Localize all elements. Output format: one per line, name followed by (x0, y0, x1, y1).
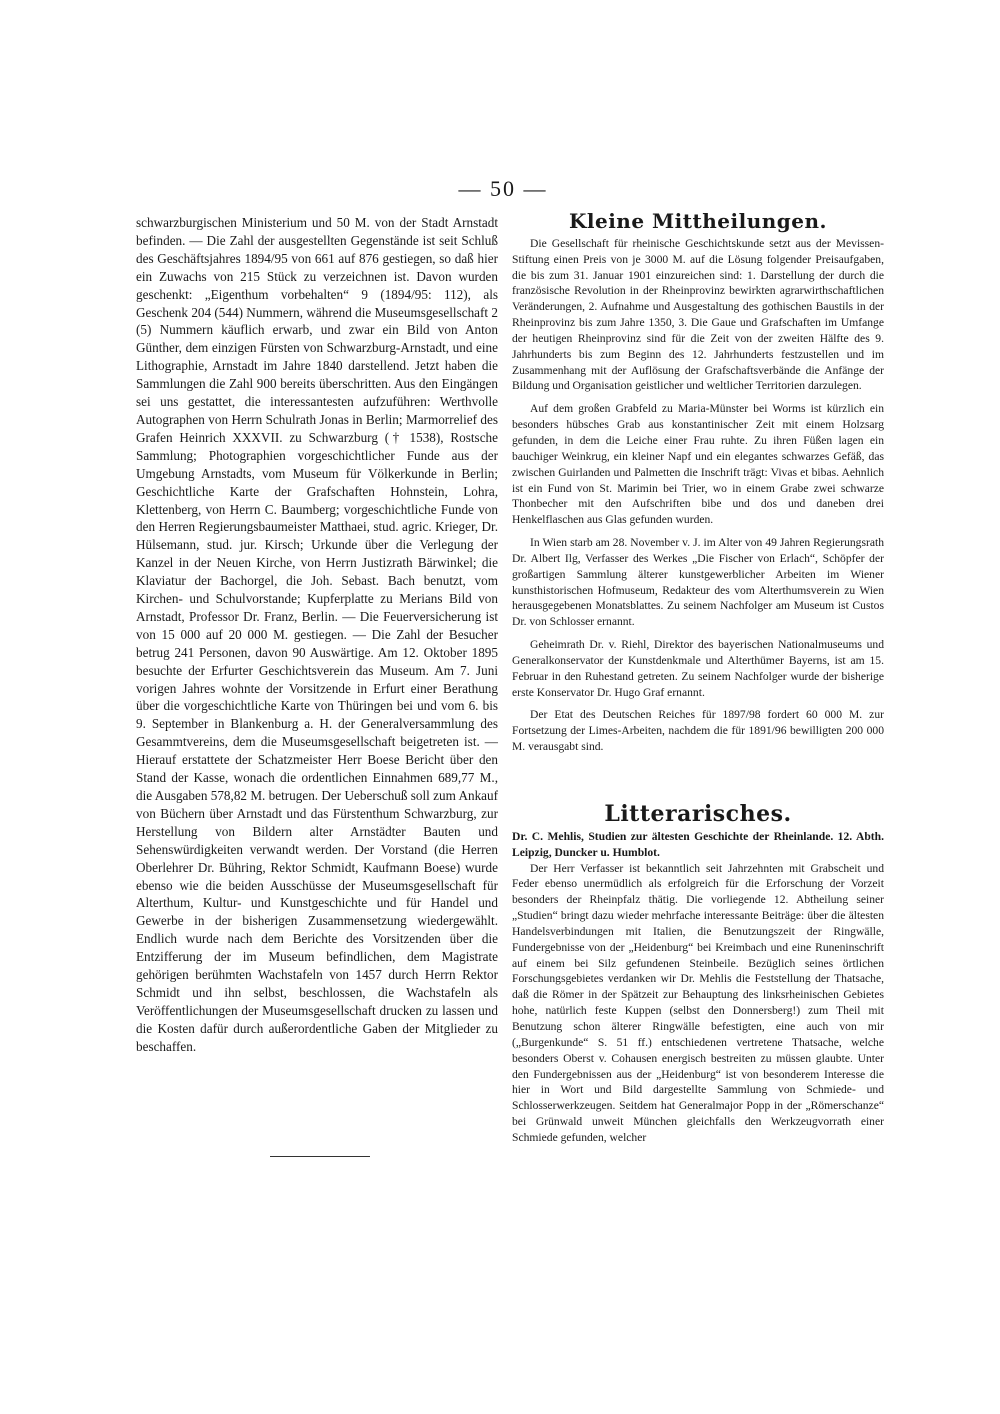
news-paragraph: Auf dem großen Grabfeld zu Maria-Münster bei Worms ist kürzlich ein besonders hübsches Grab aus konstantinischer Zeit mit einem Holzsarg gefunden, in dem die Leiche einer Frau ruhte. Zu ihren Füßen lagen ein bauchiger Weinkrug, ein kleiner Napf und ein elegantes schwarzes Gefäß, das zwischen Guirlanden und Palmetten die Inschrift trägt: Vivas et bibas. Aehnlich ist ein Fund von St. Marimin bei Trier, wo in einem Grabe zwei schwarze Thonbecher mit den Aufschriften bibe und dos und daneben drei Henkelflaschen aus Glas gefunden wurden. (512, 402, 884, 527)
page-number: — 50 — (458, 176, 548, 201)
section-title-kleine-mittheilungen: Kleine Mittheilungen. (569, 209, 827, 233)
news-paragraph: Geheimrath Dr. v. Riehl, Direktor des bayerischen Nationalmuseums und Generalkonservator der Kunstdenkmale und Alterthümer Bayerns, ist am 15. Februar in den Ruhestand getreten. Zu seinem Nachfolger wurde der bisherige erste Konservator Dr. Hugo Graf ernannt. (512, 638, 884, 699)
review-paragraph: Der Herr Verfasser ist bekanntlich seit Jahrzehnten mit Grabscheit und Feder ebenso unermüdlich als erfolgreich für die Erforschung der Vorzeit besonders der Rheinpfalz thätig. Die vorliegende 12. Abtheilung seiner „Studien“ bringt dazu wieder mehrfache interessante Beiträge: über die ältesten Handelsverbindungen mit Italien, die Benutzungszeit der Ringwälle, Fundergebnisse von der „Heidenburg“ bei Kreimbach und eine Runeninschrift auf einem bei Silz gefundenen Steinbeile. Bezüglich seines örtlichen Forschungsgebietes verdanken wir Dr. Mehlis die Feststellung der Thatsache, daß die Römer in der Spätzeit zur Behauptung des linksrheinischen Gebietes hohe, natürlich feste Kuppen (selbst den Donnersberg!) zum Theil mit Benutzung schon älterer Ringwälle befestigten, eine auch von mir („Burgenkunde“ S. 51 ff.) entschiedenen vertretene Thatsache, welche besonders Oberst v. Cohausen energisch bestreiten zu müssen glaubte. Unter den Fundergebnissen aus der „Heidenburg“ ist von besonderem Interesse die hier in Wort und Bild dargestellte Sammlung von Schmiede- und Schlosserwerkzeugen. Seitdem hat Generalmajor Popp in der „Römerschanze“ bei Grünwald unweit München gleichfalls den Werkzeugvorrath einer Schmiede gefunden, welcher (512, 861, 884, 1144)
left-paragraph: schwarzburgischen Ministerium und 50 M. von der Stadt Arnstadt befinden. — Die Zahl der ausgestellten Gegenstände ist seit Schluß des Geschäftsjahres 1894/95 von 661 auf 876 gestiegen, so daß hier ein Zuwachs von 215 Stück zu verzeichnen ist. Davon wurden geschenkt: „Eigenthum vorbehalten“ 9 (1894/95: 112), als Geschenk 204 (544) Nummern, während die Museumsgesellschaft 2 (5) Nummern käuflich erwarb, und zwar ein Bild von Anton Günther, dem einzigen Fürsten von Schwarzburg-Arnstadt, und eine Lithographie, Arnstadt im Jahre 1840 darstellend. Jetzt haben die Sammlungen die Zahl 900 bereits überschritten. Aus den Eingängen sei uns gestattet, die interessantesten aufzuführen: Werthvolle Autographen von Herrn Schulrath Jonas in Berlin; Marmorrelief des Grafen Heinrich XXXVII. zu Schwarzburg († 1538), Rostsche Sammlung; Photographien vorgeschichtlicher Funde aus der Umgebung Arnstadts, vom Museum für Völkerkunde in Berlin; Geschichtliche Karte der Grafschaften Hohnstein, Lohra, Klettenberg, von Herrn C. Baumberg; vorgeschichtliche Funde von den Herren Regierungsbaumeister Matthaei, stud. agric. Krieger, Dr. Hülsemann, stud. jur. Kirsch; Urkunde über die Verlegung der Kanzel in der Neuen Kirche, von Herrn Justizrath Bärwinkel; die Klaviatur der Bachorgel, die Joh. Sebast. Bach benutzt, vom Kirchen- und Schulvorstande; Kupferplatte zu Merians Bild von Arnstadt, Professor Dr. Franz, Berlin. — Die Feuerversicherung ist von 15 000 auf 20 000 M. gestiegen. — Die Zahl der Besucher betrug 241 Personen, davon 90 Auswärtige. Am 12. Oktober 1895 besuchte der Erfurter Geschichtsverein das Museum. Am 7. Juni vorigen Jahres wohnte der Vorsitzende in Erfurt einer Berathung über die vorgeschichtliche Karte von Thüringen bei und vom 6. bis 9. September in Blankenburg a. H. der Generalversammlung des Gesammtvereins, dem die Museumsgesellschaft beigetreten ist. — Hierauf erstattete der Schatzmeister Herr Boese Bericht über den Stand der Kasse, wonach die ordentlichen Einnahmen 689,77 M., die Ausgaben 578,82 M. betrugen. Der Ueberschuß soll zum Ankauf von Büchern über Arnstadt und das Fürstenthum Schwarzburg, zur Herstellung von Bildern alter Arnstädter Bauten und Sehenswürdigkeiten verwandt werden. Der Vorstand (die Herren Oberlehrer Dr. Bühring, Rektor Schmidt, Kaufmann Boese) wurde ebenso wie die beiden Ausschüsse der Museumsgesellschaft für Alterthum, Kultur- und Kunstgeschichte und für Handel und Gewerbe in der bisherigen Zusammensetzung wiedergewählt. Endlich wurde nach dem Berichte des Vorsitzenden über die Entzifferung der im Museum befindlichen, dem Magistrate gehörigen berühmten Wachstafeln von 1457 durch Herrn Rektor Schmidt und ihn selbst, beschlossen, die Wachstafeln als Veröffentlichungen der Museumsgesellschaft drucken zu lassen und die Kosten dafür durch außerordentliche Gaben der Mitglieder zu beschaffen. (136, 215, 498, 1054)
section-title-litterarisches: Litterarisches. (604, 801, 792, 827)
left-column (136, 214, 498, 1056)
news-paragraph: Der Etat des Deutschen Reiches für 1897/98 fordert 60 000 M. zur Fortsetzung der Limes-Arbeiten, nachdem die für 1891/96 bewilligten 200 000 M. verausgabt sind. (512, 708, 884, 754)
news-paragraph: Die Gesellschaft für rheinische Geschichtskunde setzt aus der Mevissen-Stiftung einen Preis von je 3000 M. auf die Lösung folgender Preisaufgaben, die bis zum 31. Januar 1901 einzureichen sind: 1. Darstellung der durch die französische Revolution in der Rheinprovinz bewirkten agrarwirthschaftlichen Veränderungen, 2. Aufnahme und Ausgestaltung des gothischen Baustils in der Rheinprovinz bis zum Jahre 1350, 3. Die Gaue und Grafschaften im Umfange der heutigen Rheinprovinz sind für die Zeit von der zweiten Hälfte des 9. Jahrhunderts bis zum Beginn des 12. Jahrhunderts festzustellen und im Zusammenhang mit der Auflösung der Grafschaftsverbände die Anfänge der Bildung und Organisation geistlicher und weltlicher Territorien darzulegen. (512, 236, 884, 393)
end-rule (270, 1156, 370, 1157)
right-column (512, 209, 884, 1146)
review-lead: Dr. C. Mehlis, Studien zur ältesten Geschichte der Rheinlande. 12. Abth. Leipzig, Duncker u. Humblot. (512, 829, 884, 859)
news-paragraph: In Wien starb am 28. November v. J. im Alter von 49 Jahren Regierungsrath Dr. Albert Ilg, Verfasser des Werkes „Die Fischer von Erlach“, Schöpfer der großartigen Sammlung älterer kunstgewerblicher Arbeiten im Wiener kunsthistorischen Hofmuseum, Redakteur des vom Alterthumsverein zu Wien herausgegebenen Monatsblattes. Zu seinem Nachfolger am Museum ist Custos Dr. von Schlosser ernannt. (512, 536, 884, 629)
